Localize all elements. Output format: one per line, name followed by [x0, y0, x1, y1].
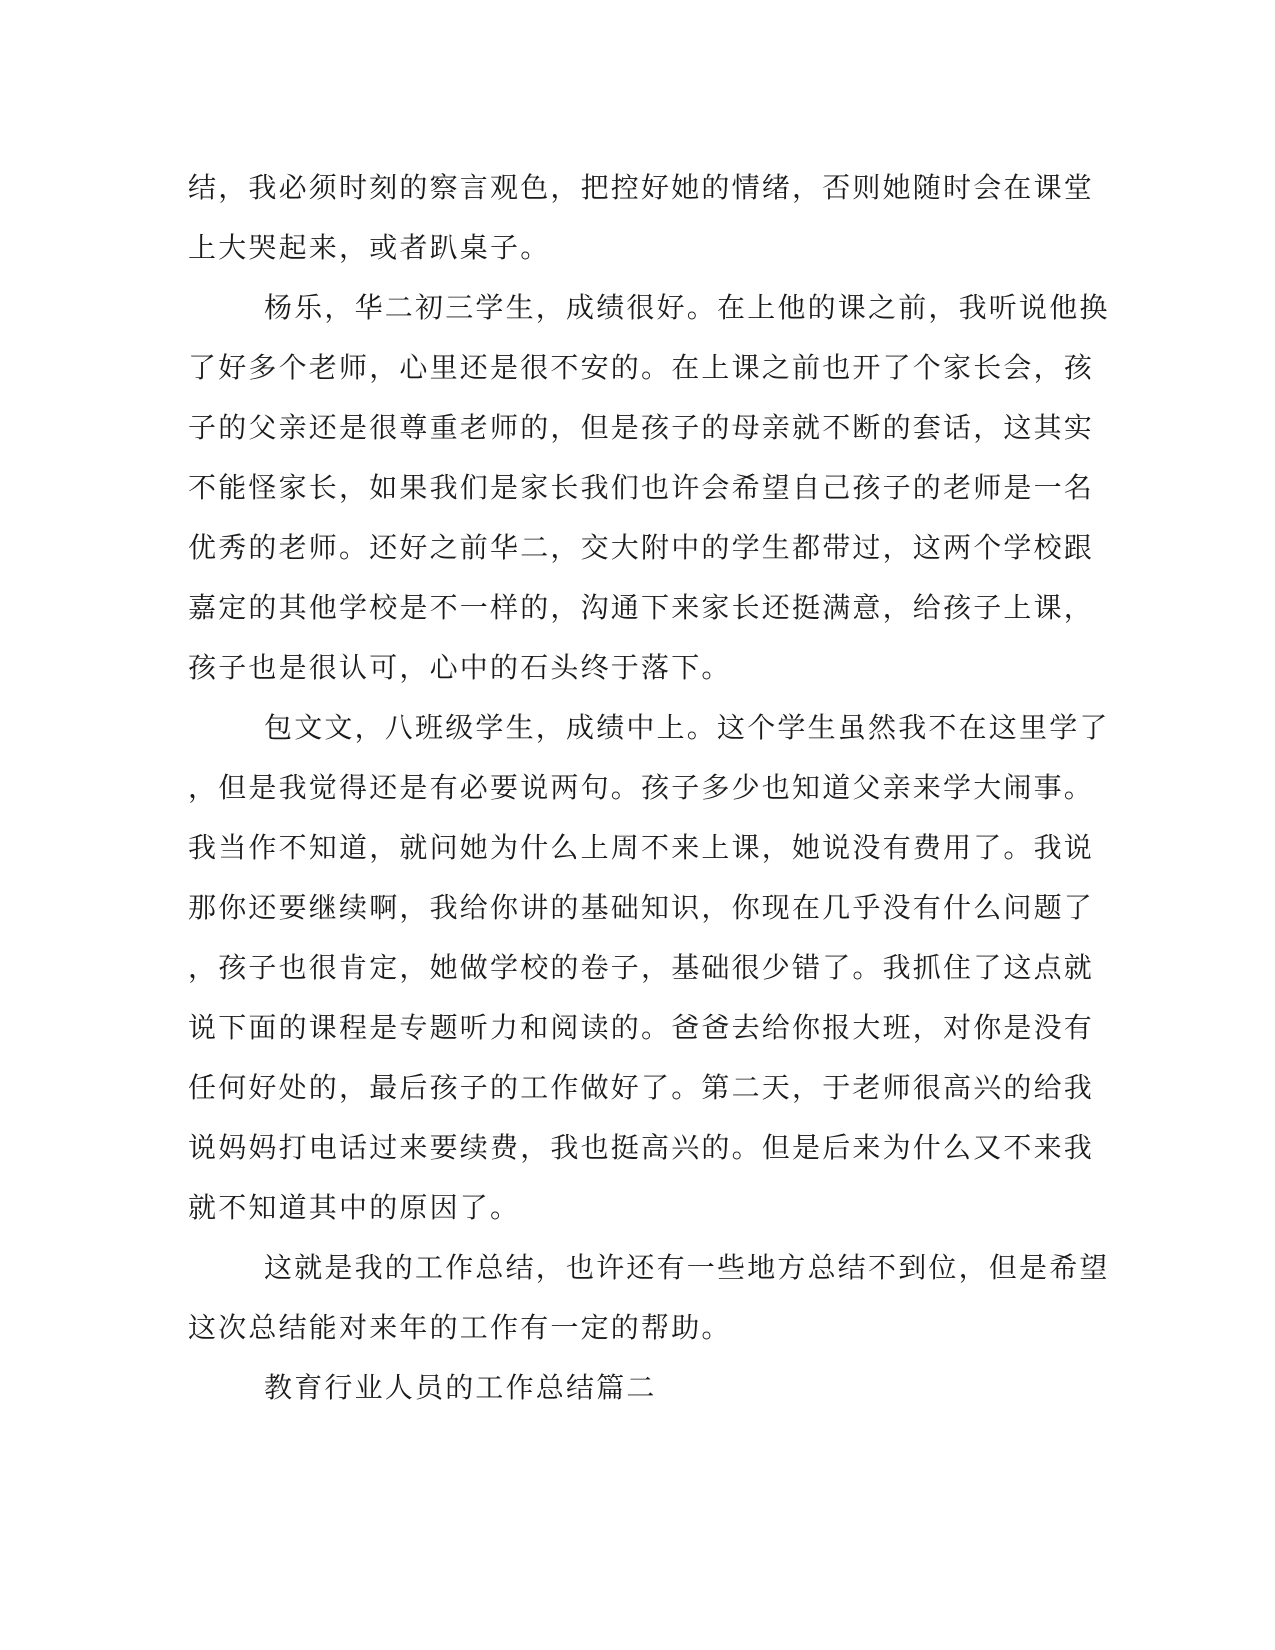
text-line: ，但是我觉得还是有必要说两句。孩子多少也知道父亲来学大闹事。	[188, 771, 1095, 804]
text-line: 子的父亲还是很尊重老师的，但是孩子的母亲就不断的套话，这其实	[188, 411, 1095, 444]
text-line: 说妈妈打电话过来要续费，我也挺高兴的。但是后来为什么又不来我	[188, 1131, 1095, 1164]
text-line: 不能怪家长，如果我们是家长我们也许会希望自己孩子的老师是一名	[188, 471, 1095, 504]
paragraph-start-line: 包文文，八班级学生，成绩中上。这个学生虽然我不在这里学了	[264, 711, 1110, 744]
text-line: 嘉定的其他学校是不一样的，沟通下来家长还挺满意，给孩子上课，	[188, 591, 1095, 624]
text-line: 上大哭起来，或者趴桌子。	[188, 231, 551, 264]
text-line: 我当作不知道，就问她为什么上周不来上课，她说没有费用了。我说	[188, 831, 1095, 864]
section-heading: 教育行业人员的工作总结篇二	[264, 1371, 657, 1404]
text-line: ，孩子也很肯定，她做学校的卷子，基础很少错了。我抓住了这点就	[188, 951, 1095, 984]
text-line: 任何好处的，最后孩子的工作做好了。第二天，于老师很高兴的给我	[188, 1071, 1095, 1104]
paragraph-start-line: 杨乐，华二初三学生，成绩很好。在上他的课之前，我听说他换	[264, 291, 1110, 324]
text-line: 优秀的老师。还好之前华二，交大附中的学生都带过，这两个学校跟	[188, 531, 1095, 564]
paragraph-start-line: 这就是我的工作总结，也许还有一些地方总结不到位，但是希望	[264, 1251, 1110, 1284]
text-line: 就不知道其中的原因了。	[188, 1191, 521, 1224]
text-line: 孩子也是很认可，心中的石头终于落下。	[188, 651, 732, 684]
text-line: 结，我必须时刻的察言观色，把控好她的情绪，否则她随时会在课堂	[188, 171, 1095, 204]
document-body	[188, 158, 1110, 1418]
text-line: 这次总结能对来年的工作有一定的帮助。	[188, 1311, 732, 1344]
text-line: 说下面的课程是专题听力和阅读的。爸爸去给你报大班，对你是没有	[188, 1011, 1095, 1044]
text-line: 了好多个老师，心里还是很不安的。在上课之前也开了个家长会，孩	[188, 351, 1095, 384]
text-line: 那你还要继续啊，我给你讲的基础知识，你现在几乎没有什么问题了	[188, 891, 1095, 924]
